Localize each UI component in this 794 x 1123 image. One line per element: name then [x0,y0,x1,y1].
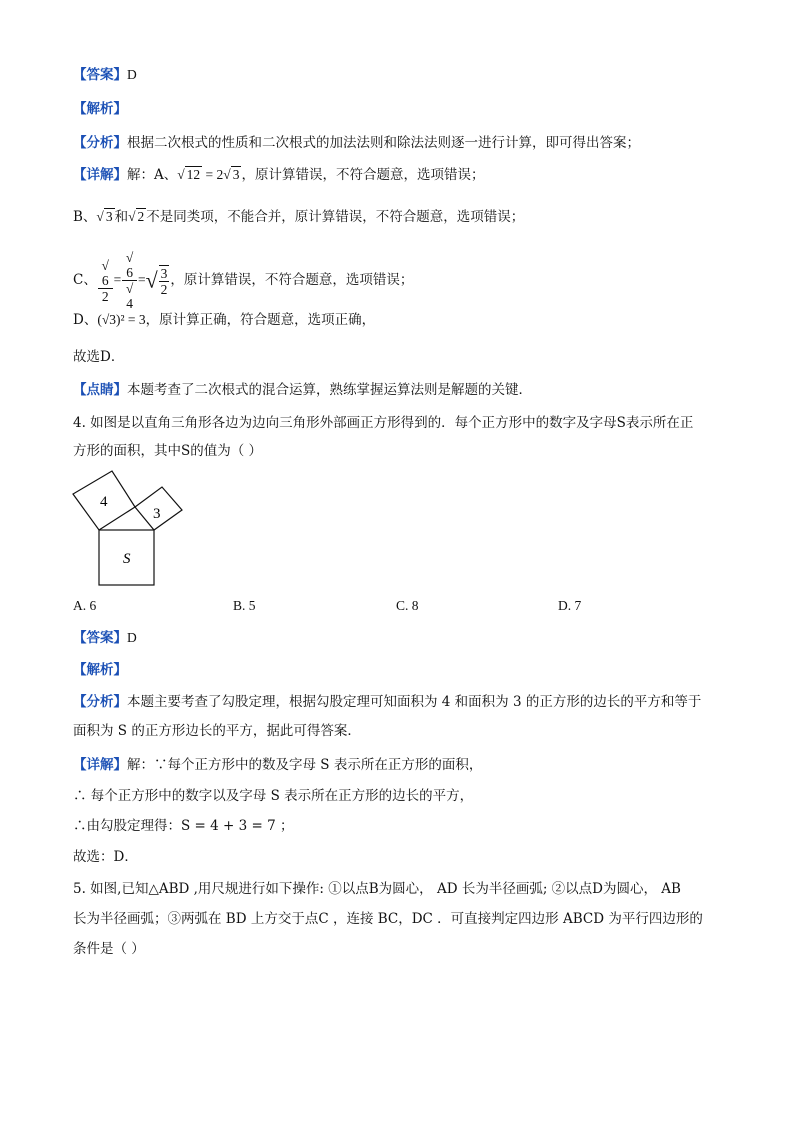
label-4: 4 [100,494,108,510]
xiangjie-tag: 【详解】 [73,167,127,183]
choice-c: C. 8 [396,598,419,613]
q3-answer-line [73,65,137,85]
q5-stem-line3 [73,939,145,959]
option-d-tail: ，原计算正确，符合题意，选项正确， [145,312,376,328]
q4-xiangjie-line1 [73,755,482,775]
fenxi-text: 本题主要考查了勾股定理，根据勾股定理可知面积为 4 和面积为 3 的正方形的边长的平方和等于 [127,694,702,710]
q4-fenxi-line2 [73,721,361,741]
sqrt-expr: √ 3 [223,167,240,182]
option-c-prefix: C、 [73,272,97,288]
option-d-prefix: D、 [73,312,98,328]
dianjing-tag: 【点睛】 [73,382,127,398]
answer-tag: 【答案】 [73,67,127,83]
choice-d: D. 7 [558,598,582,613]
xiangjie-text: ∴由勾股定理得：S = 4 + 3 = 7 ； [73,818,294,834]
fraction: √ 6 √ 4 [122,250,137,311]
q5-stem-line1 [73,879,681,899]
q3-option-c-line: C、 √ 6 2 = √ 6 √ 4 =√ $\frac{3}{2}$ ，原计算错误，不符合题意，选项错误； [73,250,414,311]
option-c-tail: ，原计算错误，不符合题意，选项错误； [170,272,414,288]
option-d-expr: (√3)² = 3 [97,312,146,327]
fenxi-text: 面积为 S 的正方形边长的平方，据此可得答案． [73,723,361,739]
q5-stem-text: 条件是（ ） [73,941,145,957]
xiangjie-text: ∴ 每个正方形中的数字以及字母 S 表示所在正方形的边长的平方， [73,788,474,804]
q4-stem-text: 方形的面积，其中S的值为（ ） [73,443,263,459]
and-word: 和 [114,209,129,225]
q3-option-b-line [73,207,524,227]
fraction: √ 6 2 [98,258,113,304]
q4-xiangjie-line2 [73,786,473,806]
label-3: 3 [153,506,161,522]
sqrt-expr: √ 12 [177,167,201,182]
q4-analysis-heading [73,660,127,680]
conclusion-text: 故选D． [73,349,125,365]
option-a-tail: ，原计算错误，不符合题意，选项错误； [241,167,485,183]
answer-value: D [127,67,137,82]
q3-conclusion [73,347,124,367]
xiangjie-text: 解：∵每个正方形中的数及字母 S 表示所在正方形的面积， [127,757,483,773]
fraction: $\frac{3}{2}$ [160,265,168,297]
q5-stem-text: 5. 如图,已知△ABD ,用尺规进行如下操作: ①以点B为圆心， AD 长为半径画弧; ②以点D为圆心， AB [73,881,681,897]
label-s: S [123,551,131,567]
q3-fenxi-line [73,133,640,153]
analysis-tag: 【解析】 [73,101,127,117]
q3-analysis-heading [73,99,127,119]
equation-part: = 2 [202,167,224,182]
q5-stem-text: 长为半径画弧；③两弧在 BD 上方交于点C ，连接 BC，DC ．可直接判定四边形 ABCD 为平行四边形的 [73,911,703,927]
q3-option-d-line [73,310,375,330]
option-b-tail: 不是同类项，不能合并，原计算错误，不符合题意，选项错误； [146,209,525,225]
conclusion-text: 故选：D． [73,849,138,865]
q3-dianjing-line [73,380,532,400]
q5-stem-line2 [73,909,703,929]
choice-b: B. 5 [233,598,256,613]
q4-figure [68,466,188,590]
analysis-tag: 【解析】 [73,662,127,678]
option-b-prefix: B、 [73,209,97,225]
answer-value: D [127,630,137,645]
fenxi-text: 根据二次根式的性质和二次根式的加法法则和除法法则逐一进行计算，即可得出答案； [127,135,640,151]
q4-stem-line1 [73,413,693,433]
q4-stem-text: 4. 如图是以直角三角形各边为边向三角形外部画正方形得到的．每个正方形中的数字及字母S表示所在正 [73,415,694,431]
sqrt-expr: √ 3 [96,209,113,224]
fenxi-tag: 【分析】 [73,135,127,151]
q4-conclusion [73,847,138,867]
choice-a: A. 6 [73,598,97,613]
q4-xiangjie-line3 [73,816,294,836]
xiangjie-prefix: 解：A、 [127,167,178,183]
answer-tag: 【答案】 [73,630,127,646]
q4-answer-line [73,628,137,648]
q3-xiangjie-a-line [73,165,484,185]
fenxi-tag: 【分析】 [73,694,127,710]
dianjing-text: 本题考查了二次根式的混合运算，熟练掌握运算法则是解题的关键． [127,382,532,398]
q4-stem-line2 [73,441,262,461]
xiangjie-tag: 【详解】 [73,757,127,773]
sqrt-expr: √ 2 [128,209,145,224]
q4-fenxi-line1 [73,692,701,712]
